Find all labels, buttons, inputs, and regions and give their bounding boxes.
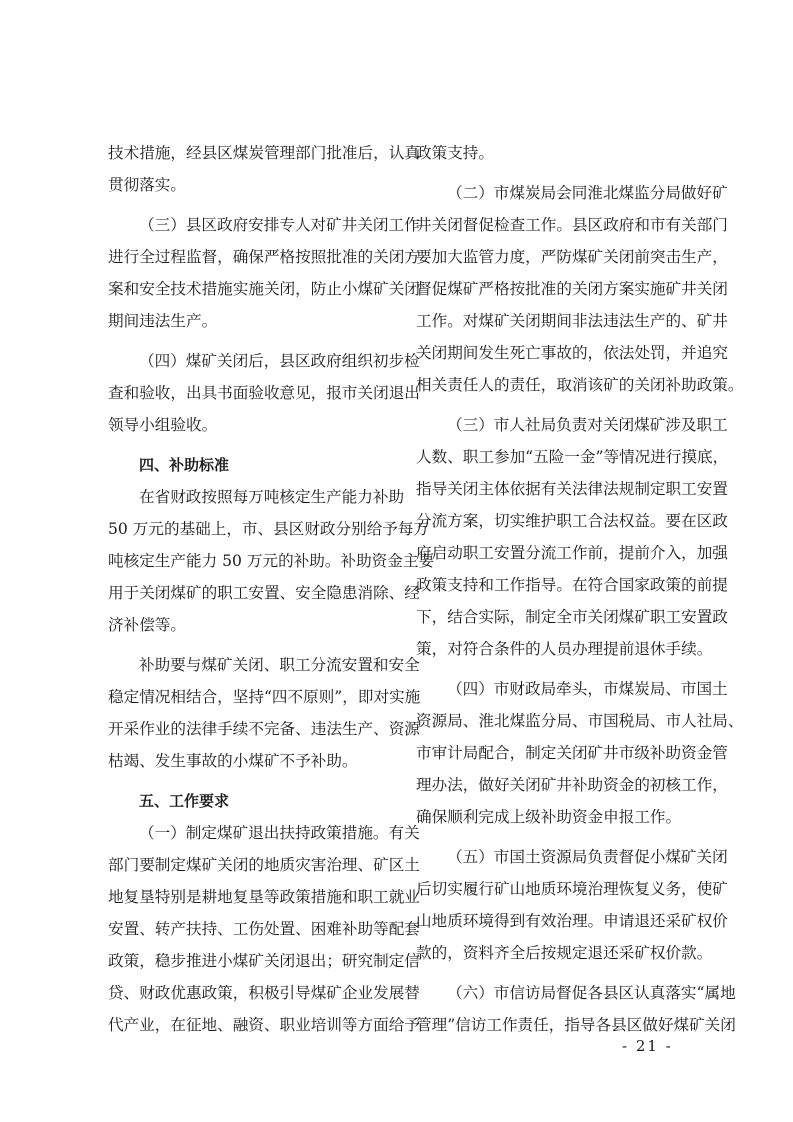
text-line: 下，结合实际，制定全市关闭煤矿职工安置政 bbox=[416, 608, 728, 626]
paragraph-gap bbox=[416, 833, 699, 841]
text-line: 人数、职工参加“五险一金”等情况进行摸底， bbox=[416, 448, 729, 466]
text-line: （五）市国土资源局负责督促小煤矿关闭 bbox=[447, 848, 728, 866]
text-line: 政策，稳步推进小煤矿关闭退出；研究制定信 bbox=[108, 952, 420, 970]
text-line: 期间违法生产。 bbox=[108, 312, 218, 330]
paragraph-gap bbox=[108, 337, 389, 345]
text-line: 枯竭、发生事故的小煤矿不予补助。 bbox=[108, 752, 358, 770]
text-line: 安置、转产扶持、工伤处置、困难补助等配套 bbox=[108, 920, 420, 938]
text-line: 分流方案，切实维护职工合法权益。要在区政 bbox=[416, 512, 728, 530]
text-line: （四）市财政局牵头，市煤炭局、市国土 bbox=[447, 680, 728, 698]
text-line: 代产业，在征地、融资、职业培训等方面给予 bbox=[108, 1016, 420, 1034]
paragraph-gap bbox=[108, 441, 389, 449]
paragraph-gap bbox=[108, 777, 389, 785]
text-line: 进行全过程监督，确保严格按照批准的关闭方 bbox=[108, 248, 420, 266]
text-line: 济补偿等。 bbox=[108, 616, 186, 634]
text-line: 工作。对煤矿关闭期间非法违法生产的、矿井 bbox=[416, 312, 728, 330]
right-text-column bbox=[416, 137, 744, 1041]
text-line: 山地质环境得到有效治理。申请退还采矿权价 bbox=[416, 912, 728, 930]
paragraph-gap bbox=[108, 641, 389, 649]
page-number: - 21 - bbox=[622, 1037, 673, 1055]
text-line: 管理”信访工作责任，指导各县区做好煤矿关闭 bbox=[416, 1016, 736, 1034]
paragraph-gap bbox=[416, 401, 699, 409]
text-line: 稳定情况相结合，坚持“四不原则”，即对实施 bbox=[108, 688, 421, 706]
text-line: 要加大监管力度，严防煤矿关闭前突击生产， bbox=[416, 248, 728, 266]
text-line: （六）市信访局督促各县区认真落实“属地 bbox=[447, 984, 736, 1002]
section-heading: 五、工作要求 bbox=[139, 792, 230, 810]
text-line: （三）市人社局负责对关闭煤矿涉及职工 bbox=[447, 416, 728, 434]
text-line: 补助要与煤矿关闭、职工分流安置和安全 bbox=[139, 656, 420, 674]
text-line: 款的，资料齐全后按规定退还采矿权价款。 bbox=[416, 944, 713, 962]
text-line: 地复垦特别是耕地复垦等政策措施和职工就业 bbox=[108, 888, 420, 906]
text-line: 理办法，做好关闭矿井补助资金的初核工作， bbox=[416, 776, 728, 794]
text-line: 贷、财政优惠政策，积极引导煤矿企业发展替 bbox=[108, 984, 420, 1002]
text-line: 相关责任人的责任，取消该矿的关闭补助政策。 bbox=[416, 376, 744, 394]
text-line: 50 万元的基础上，市、县区财政分别给予每万 bbox=[108, 520, 430, 538]
text-line: （四）煤矿关闭后，县区政府组织初步检 bbox=[139, 352, 420, 370]
text-line: 策，对符合条件的人员办理提前退休手续。 bbox=[416, 640, 713, 658]
paragraph-gap bbox=[416, 665, 699, 673]
text-line: 指导关闭主体依据有关法律法规制定职工安置 bbox=[416, 480, 728, 498]
text-line: （三）县区政府安排专人对矿井关闭工作 bbox=[139, 216, 420, 234]
paragraph-gap bbox=[108, 201, 389, 209]
text-line: 督促煤矿严格按批准的关闭方案实施矿井关闭 bbox=[416, 280, 728, 298]
text-line: 政策支持。 bbox=[416, 144, 494, 162]
left-text-column bbox=[108, 137, 435, 1041]
text-line: 部门要制定煤矿关闭的地质灾害治理、矿区土 bbox=[108, 856, 420, 874]
text-line: 政策支持和工作指导。在符合国家政策的前提 bbox=[416, 576, 728, 594]
text-line: 贯彻落实。 bbox=[108, 176, 186, 194]
text-line: （二）市煤炭局会同淮北煤监分局做好矿 bbox=[447, 184, 728, 202]
text-line: 吨核定生产能力 50 万元的补助。补助资金主要 bbox=[108, 552, 435, 570]
text-line: 井关闭督促检查工作。县区政府和市有关部门 bbox=[416, 216, 728, 234]
paragraph-gap bbox=[416, 969, 699, 977]
text-line: 领导小组验收。 bbox=[108, 416, 218, 434]
text-line: 技术措施，经县区煤炭管理部门批准后，认真 bbox=[108, 144, 420, 162]
text-line: 资源局、淮北煤监分局、市国税局、市人社局、 bbox=[416, 712, 744, 730]
text-line: 后切实履行矿山地质环境治理恢复义务，使矿 bbox=[416, 880, 728, 898]
text-line: 开采作业的法律手续不完备、违法生产、资源 bbox=[108, 720, 420, 738]
text-line: 用于关闭煤矿的职工安置、安全隐患消除、经 bbox=[108, 584, 420, 602]
text-line: 在省财政按照每万吨核定生产能力补助 bbox=[139, 488, 405, 506]
section-heading: 四、补助标准 bbox=[139, 456, 230, 474]
text-line: 市审计局配合，制定关闭矿井市级补助资金管 bbox=[416, 744, 728, 762]
text-line: 案和安全技术措施实施关闭，防止小煤矿关闭 bbox=[108, 280, 420, 298]
text-line: 府启动职工安置分流工作前，提前介入，加强 bbox=[416, 544, 728, 562]
text-line: 确保顺利完成上级补助资金申报工作。 bbox=[416, 808, 682, 826]
text-line: 查和验收，出具书面验收意见，报市关闭退出 bbox=[108, 384, 420, 402]
paragraph-gap bbox=[416, 169, 699, 177]
text-line: （一）制定煤矿退出扶持政策措施。有关 bbox=[139, 824, 420, 842]
text-line: 关闭期间发生死亡事故的，依法处罚，并追究 bbox=[416, 344, 728, 362]
